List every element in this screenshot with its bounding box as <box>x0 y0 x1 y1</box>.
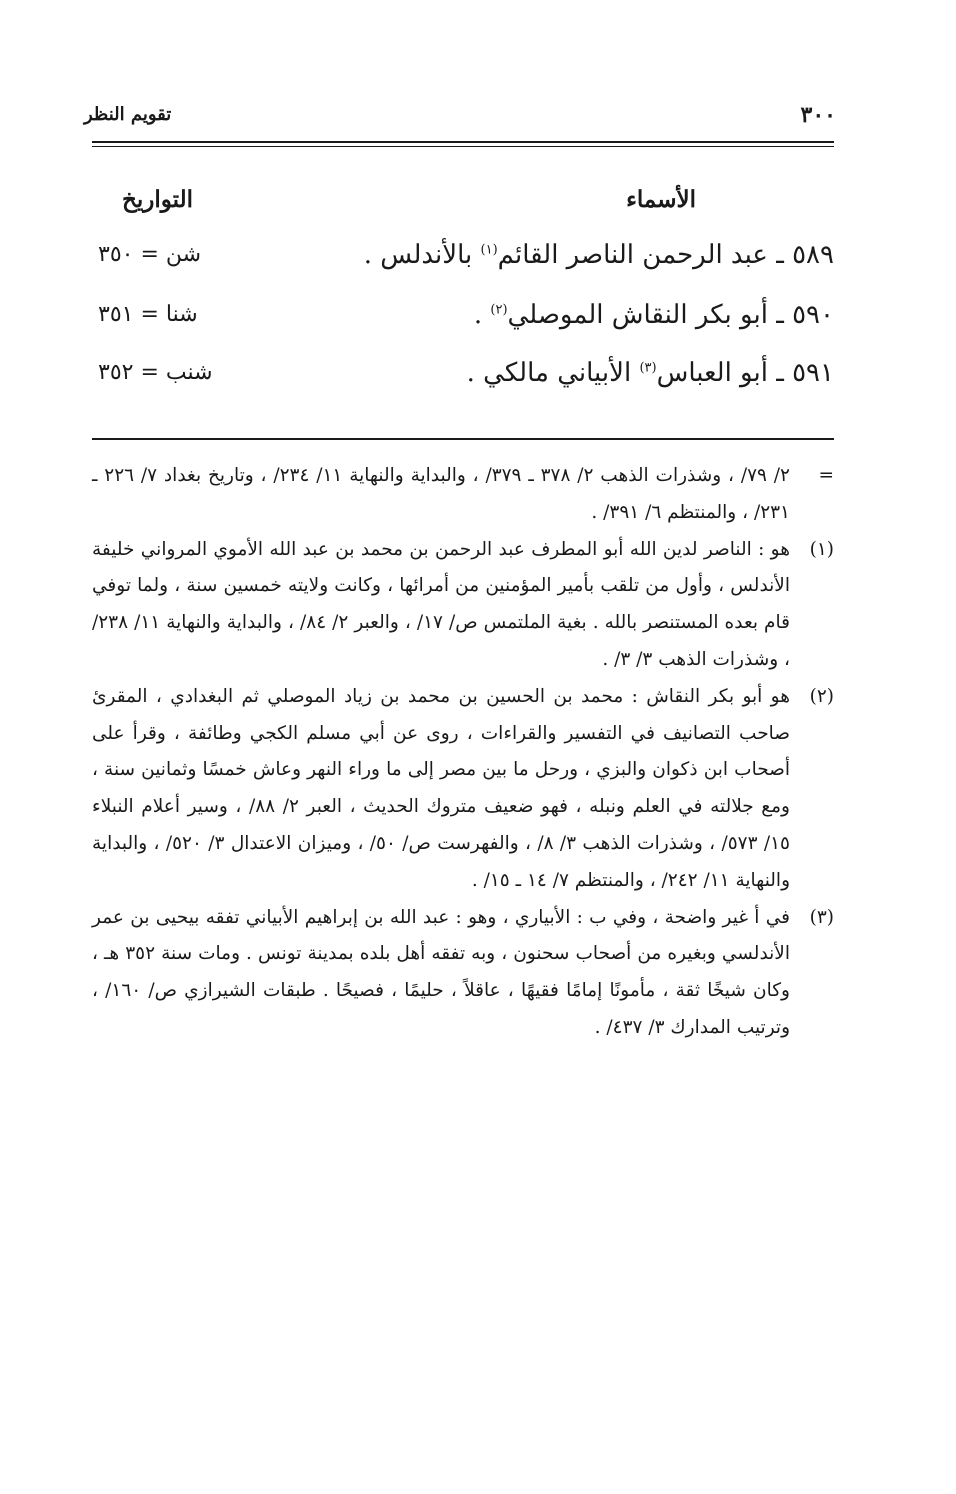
footnote-text: هو أبو بكر النقاش : محمد بن الحسين بن محمد بن زياد الموصلي ثم البغدادي ، المقرئ صاحب التصانيف في التفسير والقراءات ، روى عن أبي مسلم الكجي وطائفة ، وقرأ على أصحاب ابن ذكوان والبزي ، ورحل ما بين مصر إلى ما وراء النهر وعاش خمسًا وثمانين سنة ، ومع جلالته في العلم ونبله ، فهو ضعيف متروك الحديث ، العبر ٢/ ٨٨/ ، وسير أعلام النبلاء ١٥/ ٥٧٣/ ، وشذرات الذهب ٣/ ٨/ ، والفهرست ص/ ٥٠/ ، وميزان الاعتدال ٣/ ٥٢٠/ ، والبداية والنهاية ١١/ ٢٤٢/ ، والمنتظم ٧/ ١٤ ـ ١٥/ . <box>92 685 790 891</box>
dates-column-heading: التواريخ <box>122 186 193 213</box>
footnote-ref: (١) <box>480 242 498 258</box>
name-entry: ٥٨٩ ـ عبد الرحمن الناصر القائم$^{(١)}$ بالأندلس . <box>363 240 834 270</box>
footnote-2 <box>92 679 834 900</box>
name-entry: ٥٩١ ـ أبو العباس$^{(٣)}$ الأبياني مالكي . <box>466 358 834 388</box>
footnote-text: ٢/ ٧٩/ ، وشذرات الذهب ٢/ ٣٧٨ ـ ٣٧٩/ ، والبداية والنهاية ١١/ ٢٣٤/ ، وتاريخ بغداد ٧/ ٢٢٦ ـ ٢٣١/ ، والمنتظم ٦/ ٣٩١/ . <box>92 465 790 523</box>
date-entry: شنا = ٣٥١ <box>98 302 198 327</box>
footnote-mark: (٣) <box>809 906 834 928</box>
footnote-1 <box>92 532 834 679</box>
footnote-ref: (٣) <box>639 360 657 376</box>
footnote-mark: (١) <box>809 538 834 560</box>
footnote-text: في أ غير واضحة ، وفي ب : الأبياري ، وهو : عبد الله بن إبراهيم الأبياني تفقه بيحيى بن عمر الأندلسي وبغيره من أصحاب سحنون ، وبه تفقه أهل بلده بمدينة تونس . ومات سنة ٣٥٢ هـ ، وكان شيخًا ثقة ، مأمونًا إمامًا فقيهًا ، عاقلاً ، حليمًا ، فصيحًا . طبقات الشيرازي ص/ ١٦٠/ ، وترتيب المدارك ٣/ ٤٣٧/ . <box>92 906 790 1038</box>
running-header-title: تقويم النظر <box>84 104 172 125</box>
footnote-text: هو : الناصر لدين الله أبو المطرف عبد الرحمن بن محمد بن عبد الله الأموي المرواني خليفة الأندلس ، وأول من تلقب بأمير المؤمنين من أمرائها ، وكانت ولايته خمسين سنة ، ولما توفي قام بعده المستنصر بالله . بغية الملتمس ص/ ١٧/ ، والعبر ٢/ ٨٤/ ، والبداية والنهاية ١١/ ٢٣٨/ ، وشذرات الذهب ٣/ ٣/ . <box>92 538 790 670</box>
name-entry: ٥٩٠ ـ أبو بكر النقاش الموصلي$^{(٢)}$ . <box>473 300 834 330</box>
header-rule-thin <box>92 146 834 147</box>
page-number: ٣٠٠ <box>800 102 836 128</box>
footnote-3 <box>92 900 834 1047</box>
table-row <box>92 300 834 350</box>
footnotes <box>92 458 834 1047</box>
header-rule <box>92 141 834 143</box>
table-row <box>92 240 834 290</box>
footnote-separator <box>92 438 834 440</box>
date-entry: شنب = ٣٥٢ <box>98 360 213 385</box>
footnote-mark: = <box>818 465 834 486</box>
names-column-heading: الأسماء <box>626 186 696 213</box>
date-entry: شن = ٣٥٠ <box>98 242 202 267</box>
footnote-continued <box>92 458 834 532</box>
table-row <box>92 358 834 408</box>
footnote-ref: (٢) <box>490 302 508 318</box>
footnote-mark: (٢) <box>809 685 834 707</box>
